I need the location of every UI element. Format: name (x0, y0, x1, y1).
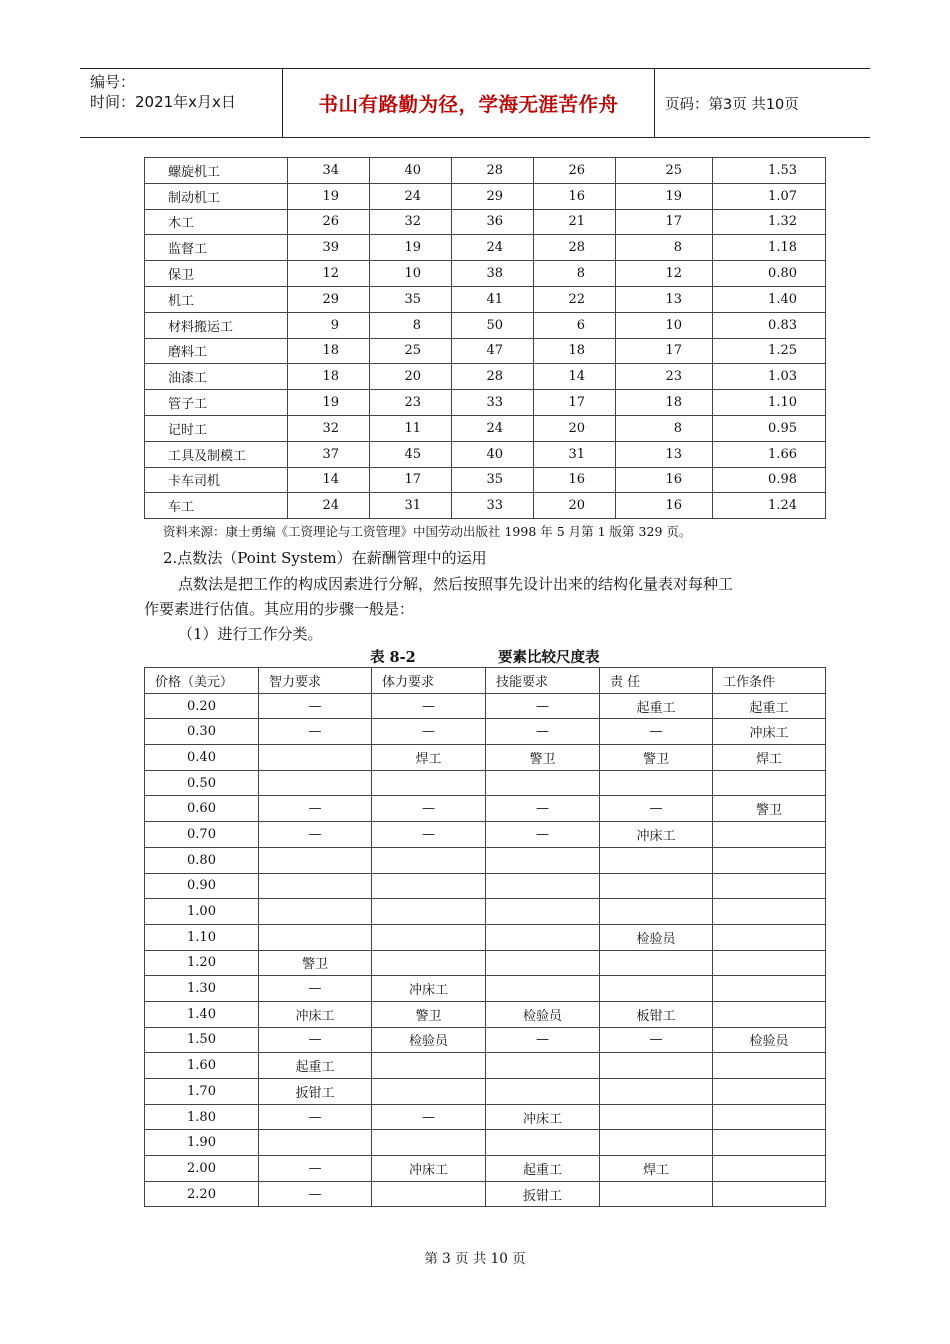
table-row (145, 1053, 826, 1079)
factor-cell: — (259, 1027, 372, 1053)
factor-cell (713, 847, 826, 873)
factor-cell (600, 950, 713, 976)
factor-cell: — (259, 976, 372, 1002)
table-header-row (145, 668, 826, 694)
value-cell: 24 (452, 415, 534, 441)
page-footer: 第 3 页 共 10 页 (424, 1251, 526, 1267)
paragraph-line-2: 作要素进行估值。其应用的步骤一般是： (144, 600, 415, 618)
header-meta (80, 69, 283, 137)
value-cell: 18 (288, 338, 370, 364)
factor-cell: — (600, 1027, 713, 1053)
job-name-cell: 车工 (145, 493, 288, 519)
factor-cell (713, 1079, 826, 1105)
paragraph-line-1: 点数法是把工作的构成因素进行分解，然后按照事先设计出来的结构化量表对每种工 (178, 575, 734, 593)
factor-cell (600, 1053, 713, 1079)
factor-cell (486, 770, 600, 796)
value-cell: 19 (370, 235, 452, 261)
column-header: 工作条件 (713, 668, 826, 694)
job-name-cell: 磨料工 (145, 338, 288, 364)
table-row (145, 822, 826, 848)
value-cell: 19 (288, 390, 370, 416)
value-cell: 18 (534, 338, 616, 364)
factor-cell (486, 1079, 600, 1105)
table-row (145, 312, 826, 338)
factor-cell (713, 899, 826, 925)
value-cell: 29 (452, 183, 534, 209)
factor-cell (713, 976, 826, 1002)
factor-cell: 焊工 (372, 745, 486, 771)
value-cell: 8 (616, 235, 713, 261)
table-row (145, 261, 826, 287)
value-cell: 1.18 (713, 235, 826, 261)
factor-cell (259, 770, 372, 796)
factor-cell (600, 873, 713, 899)
table-row (145, 924, 826, 950)
factor-cell: 冲床工 (259, 1001, 372, 1027)
factor-cell (372, 1053, 486, 1079)
value-cell: 50 (452, 312, 534, 338)
value-cell: 31 (534, 441, 616, 467)
value-cell: 0.98 (713, 467, 826, 493)
factor-cell: — (259, 719, 372, 745)
factor-cell: — (600, 719, 713, 745)
value-cell: 16 (534, 183, 616, 209)
header-motto-cell (283, 69, 655, 137)
page-header (80, 68, 870, 138)
factor-cell: — (372, 796, 486, 822)
table-row (145, 1079, 826, 1105)
factor-cell (713, 924, 826, 950)
factor-cell: — (259, 1156, 372, 1182)
value-cell: 20 (534, 415, 616, 441)
job-name-cell: 材料搬运工 (145, 312, 288, 338)
job-name-cell: 卡车司机 (145, 467, 288, 493)
value-cell: 1.24 (713, 493, 826, 519)
factor-cell: — (600, 796, 713, 822)
value-cell: 14 (534, 364, 616, 390)
value-cell: 33 (452, 493, 534, 519)
factor-cell: 起重工 (259, 1053, 372, 1079)
value-cell: 28 (452, 158, 534, 184)
table-row (145, 1130, 826, 1156)
table-row (145, 1027, 826, 1053)
price-cell: 1.10 (145, 924, 259, 950)
value-cell: 0.83 (713, 312, 826, 338)
factor-cell (486, 950, 600, 976)
price-cell: 1.60 (145, 1053, 259, 1079)
value-cell: 1.25 (713, 338, 826, 364)
step-1: （1）进行工作分类。 (178, 625, 323, 643)
table-row (145, 693, 826, 719)
factor-cell: 警卫 (372, 1001, 486, 1027)
value-cell: 25 (616, 158, 713, 184)
value-cell: 19 (288, 183, 370, 209)
factor-cell (372, 1130, 486, 1156)
table-row (145, 158, 826, 184)
factor-cell: 起重工 (600, 693, 713, 719)
factor-cell (372, 924, 486, 950)
time-label: 时间：2021年x月x日 (90, 93, 236, 111)
factor-cell (713, 822, 826, 848)
job-name-cell: 机工 (145, 286, 288, 312)
factor-cell: 焊工 (713, 745, 826, 771)
job-name-cell: 木工 (145, 209, 288, 235)
table-row (145, 415, 826, 441)
table-row (145, 390, 826, 416)
table-row (145, 873, 826, 899)
value-cell: 1.66 (713, 441, 826, 467)
motto: 书山有路勤为径，学海无涯苦作舟 (318, 93, 619, 116)
value-cell: 28 (452, 364, 534, 390)
value-cell: 23 (370, 390, 452, 416)
factor-cell: 检验员 (372, 1027, 486, 1053)
value-cell: 8 (534, 261, 616, 287)
source-note: 资料来源：康士勇编《工资理论与工资管理》中国劳动出版社 1998 年 5 月第 1 版第 329 页。 (163, 524, 692, 539)
factor-cell (372, 899, 486, 925)
job-name-cell: 油漆工 (145, 364, 288, 390)
job-name-cell: 工具及制模工 (145, 441, 288, 467)
value-cell: 19 (616, 183, 713, 209)
value-cell: 26 (534, 158, 616, 184)
table-row (145, 899, 826, 925)
value-cell: 10 (616, 312, 713, 338)
factor-cell: 冲床工 (713, 719, 826, 745)
table-row (145, 1104, 826, 1130)
value-cell: 13 (616, 441, 713, 467)
job-name-cell: 制动机工 (145, 183, 288, 209)
factor-cell: — (486, 1027, 600, 1053)
value-cell: 16 (534, 467, 616, 493)
value-cell: 45 (370, 441, 452, 467)
value-cell: 39 (288, 235, 370, 261)
factor-cell: — (486, 796, 600, 822)
value-cell: 17 (616, 338, 713, 364)
factor-cell: — (259, 1104, 372, 1130)
factor-cell: — (372, 1104, 486, 1130)
factor-cell (486, 924, 600, 950)
price-cell: 1.80 (145, 1104, 259, 1130)
factor-cell (486, 976, 600, 1002)
table-row (145, 235, 826, 261)
factor-cell (713, 1053, 826, 1079)
job-name-cell: 监督工 (145, 235, 288, 261)
factor-cell: — (372, 719, 486, 745)
value-cell: 37 (288, 441, 370, 467)
price-cell: 1.00 (145, 899, 259, 925)
value-cell: 40 (452, 441, 534, 467)
value-cell: 23 (616, 364, 713, 390)
price-cell: 1.20 (145, 950, 259, 976)
price-cell: 0.90 (145, 873, 259, 899)
value-cell: 1.40 (713, 286, 826, 312)
table-number: 表 8-2 (370, 649, 416, 666)
value-cell: 18 (616, 390, 713, 416)
table-row (145, 209, 826, 235)
factor-cell: — (486, 693, 600, 719)
value-cell: 18 (288, 364, 370, 390)
job-name-cell: 保卫 (145, 261, 288, 287)
value-cell: 40 (370, 158, 452, 184)
factor-cell (372, 847, 486, 873)
table-row (145, 1156, 826, 1182)
value-cell: 32 (288, 415, 370, 441)
factor-cell (600, 1130, 713, 1156)
value-cell: 8 (616, 415, 713, 441)
table-row (145, 1001, 826, 1027)
value-cell: 20 (534, 493, 616, 519)
factor-cell: 起重工 (486, 1156, 600, 1182)
factor-cell (372, 1079, 486, 1105)
table-row (145, 441, 826, 467)
factor-cell (713, 1104, 826, 1130)
section-heading: 2.点数法（Point System）在薪酬管理中的运用 (163, 549, 487, 567)
factor-cell: 冲床工 (372, 976, 486, 1002)
job-name-cell: 记时工 (145, 415, 288, 441)
factor-cell (486, 873, 600, 899)
table-row (145, 796, 826, 822)
value-cell: 35 (370, 286, 452, 312)
factor-cell: 扳钳工 (259, 1079, 372, 1105)
factor-cell: 板钳工 (600, 1001, 713, 1027)
value-cell: 38 (452, 261, 534, 287)
factor-cell (372, 950, 486, 976)
column-header: 智力要求 (259, 668, 372, 694)
value-cell: 28 (534, 235, 616, 261)
value-cell: 21 (534, 209, 616, 235)
column-header: 价格（美元） (145, 668, 259, 694)
value-cell: 33 (452, 390, 534, 416)
table-row (145, 286, 826, 312)
price-cell: 1.40 (145, 1001, 259, 1027)
factor-cell (600, 847, 713, 873)
value-cell: 26 (288, 209, 370, 235)
value-cell: 24 (288, 493, 370, 519)
value-cell: 11 (370, 415, 452, 441)
table-row (145, 467, 826, 493)
table-row (145, 976, 826, 1002)
value-cell: 25 (370, 338, 452, 364)
factor-cell: 焊工 (600, 1156, 713, 1182)
factor-cell: — (372, 822, 486, 848)
factor-cell: — (259, 693, 372, 719)
factor-cell (713, 1181, 826, 1207)
value-cell: 1.07 (713, 183, 826, 209)
factor-cell: — (259, 1181, 372, 1207)
factor-cell (372, 873, 486, 899)
factor-cell: — (486, 719, 600, 745)
value-cell: 1.10 (713, 390, 826, 416)
factor-cell (259, 1130, 372, 1156)
factor-cell (713, 1001, 826, 1027)
value-cell: 16 (616, 493, 713, 519)
factor-cell: 警卫 (713, 796, 826, 822)
value-cell: 1.32 (713, 209, 826, 235)
factor-cell (600, 899, 713, 925)
value-cell: 17 (616, 209, 713, 235)
price-cell: 0.50 (145, 770, 259, 796)
factor-cell (600, 1079, 713, 1105)
factor-cell (486, 1053, 600, 1079)
factor-cell (486, 847, 600, 873)
value-cell: 13 (616, 286, 713, 312)
factor-cell: 警卫 (600, 745, 713, 771)
factor-cell (713, 770, 826, 796)
factor-cell (259, 924, 372, 950)
value-cell: 32 (370, 209, 452, 235)
factor-cell: 检验员 (486, 1001, 600, 1027)
value-cell: 12 (616, 261, 713, 287)
factor-cell (600, 976, 713, 1002)
value-cell: 34 (288, 158, 370, 184)
price-cell: 1.50 (145, 1027, 259, 1053)
table-row (145, 745, 826, 771)
factor-cell: 检验员 (600, 924, 713, 950)
column-header: 体力要求 (372, 668, 486, 694)
price-cell: 0.70 (145, 822, 259, 848)
price-cell: 1.90 (145, 1130, 259, 1156)
factor-cell: — (259, 796, 372, 822)
value-cell: 41 (452, 286, 534, 312)
factor-cell (713, 1156, 826, 1182)
factor-cell (486, 899, 600, 925)
value-cell: 14 (288, 467, 370, 493)
value-cell: 17 (370, 467, 452, 493)
price-cell: 0.20 (145, 693, 259, 719)
value-cell: 10 (370, 261, 452, 287)
factor-cell: 冲床工 (600, 822, 713, 848)
factor-cell: — (259, 822, 372, 848)
column-header: 责 任 (600, 668, 713, 694)
factor-cell: 扳钳工 (486, 1181, 600, 1207)
header-page-cell (655, 69, 870, 137)
factor-cell (713, 1130, 826, 1156)
table-row (145, 770, 826, 796)
value-cell: 20 (370, 364, 452, 390)
factor-cell: 冲床工 (372, 1156, 486, 1182)
table-row (145, 493, 826, 519)
value-cell: 36 (452, 209, 534, 235)
value-cell: 9 (288, 312, 370, 338)
factor-cell (372, 770, 486, 796)
job-factor-table (144, 157, 826, 519)
factor-cell (486, 1130, 600, 1156)
price-cell: 1.70 (145, 1079, 259, 1105)
factor-cell (713, 873, 826, 899)
value-cell: 6 (534, 312, 616, 338)
factor-cell (713, 950, 826, 976)
factor-cell: 起重工 (713, 693, 826, 719)
factor-cell (259, 745, 372, 771)
factor-cell: 检验员 (713, 1027, 826, 1053)
number-label: 编号： (90, 73, 136, 91)
value-cell: 22 (534, 286, 616, 312)
table-row (145, 364, 826, 390)
factor-cell (600, 1104, 713, 1130)
value-cell: 0.95 (713, 415, 826, 441)
table-row (145, 183, 826, 209)
table-row (145, 719, 826, 745)
factor-cell: — (486, 822, 600, 848)
job-name-cell: 螺旋机工 (145, 158, 288, 184)
factor-cell (259, 899, 372, 925)
value-cell: 31 (370, 493, 452, 519)
page-info: 页码：第3页 共10页 (665, 96, 799, 113)
factor-cell: 警卫 (259, 950, 372, 976)
value-cell: 35 (452, 467, 534, 493)
factor-cell (259, 873, 372, 899)
value-cell: 47 (452, 338, 534, 364)
price-cell: 2.00 (145, 1156, 259, 1182)
factor-cell: 冲床工 (486, 1104, 600, 1130)
value-cell: 16 (616, 467, 713, 493)
price-cell: 0.40 (145, 745, 259, 771)
table-row (145, 950, 826, 976)
value-cell: 1.53 (713, 158, 826, 184)
value-cell: 1.03 (713, 364, 826, 390)
factor-cell (600, 1181, 713, 1207)
factor-cell (600, 770, 713, 796)
price-cell: 0.80 (145, 847, 259, 873)
column-header: 技能要求 (486, 668, 600, 694)
value-cell: 0.80 (713, 261, 826, 287)
table-title: 要素比较尺度表 (498, 649, 600, 666)
value-cell: 24 (452, 235, 534, 261)
factor-cell (259, 847, 372, 873)
price-cell: 2.20 (145, 1181, 259, 1207)
table-row (145, 338, 826, 364)
job-name-cell: 管子工 (145, 390, 288, 416)
value-cell: 17 (534, 390, 616, 416)
price-cell: 0.60 (145, 796, 259, 822)
value-cell: 12 (288, 261, 370, 287)
value-cell: 24 (370, 183, 452, 209)
factor-cell (372, 1181, 486, 1207)
table-row (145, 847, 826, 873)
factor-cell: 警卫 (486, 745, 600, 771)
factor-comparison-scale-table (144, 667, 826, 1207)
table-row (145, 1181, 826, 1207)
value-cell: 8 (370, 312, 452, 338)
price-cell: 1.30 (145, 976, 259, 1002)
factor-cell: — (372, 693, 486, 719)
price-cell: 0.30 (145, 719, 259, 745)
value-cell: 29 (288, 286, 370, 312)
